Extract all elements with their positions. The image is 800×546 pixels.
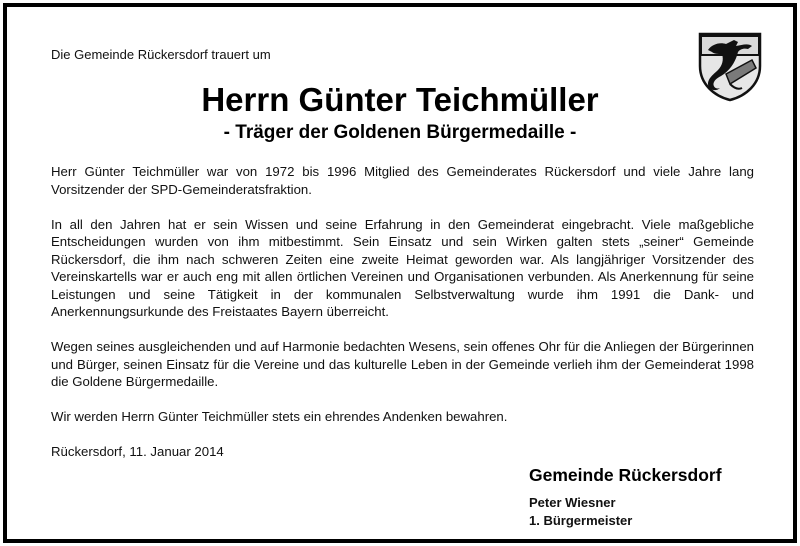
deceased-name: Herrn Günter Teichmüller <box>201 81 599 118</box>
paragraph-remembrance: Wir werden Herrn Günter Teichmüller stets ein ehrendes Andenken bewahren. <box>51 409 508 424</box>
signature-block <box>529 463 722 530</box>
paragraph-contributions: In all den Jahren hat er sein Wissen und seine Erfahrung in den Gemeinderat eingebracht. Viele maßgebliche Entscheidungen wurden von ihm mitbestimmt. Sein Einsatz und sein Wirken galten stets „seiner“ Gemeinde Rückersdorf, die ihm nach schweren Zeiten eine zweite Heimat geworden war. Als langjähriger Vorsitzender des Vereinskartells war er auch eng mit allen örtlichen Vereinen und Organisationen verbunden. Als Anerkennung für seine Leistungen und seine Tätigkeit in der kommunalen Selbstverwaltung wurde ihm 1991 die Dank- und Anerkennungsurkunde des Freistaates Bayern überreicht. <box>51 216 754 319</box>
intro-line: Die Gemeinde Rückersdorf trauert um <box>51 47 271 62</box>
place-date: Rückersdorf, 11. Januar 2014 <box>51 444 224 459</box>
paragraph-medal: Wegen seines ausgleichenden und auf Harmonie bedachten Wesens, sein offenes Ohr für die Anliegen der Bürgerinnen und Bürger, seinen Einsatz für die Vereine und das kulturelle Leben in der Gemeinde verlieh ihm der Gemeinderat 1998 die Goldene Bürgermedaille. <box>51 339 754 389</box>
signer-name: Peter Wiesner <box>529 495 616 510</box>
signature-organization: Gemeinde Rückersdorf <box>529 465 722 485</box>
honor-subtitle: - Träger der Goldenen Bürgermedaille - <box>223 122 577 143</box>
notice-body <box>51 163 754 461</box>
paragraph-membership: Herr Günter Teichmüller war von 1972 bis 1996 Mitglied des Gemeinderates Rückersdorf und viele Jahre lang Vorsitzender der SPD-Gemeinderatsfraktion. <box>51 164 754 197</box>
signer-role: 1. Bürgermeister <box>529 513 633 528</box>
